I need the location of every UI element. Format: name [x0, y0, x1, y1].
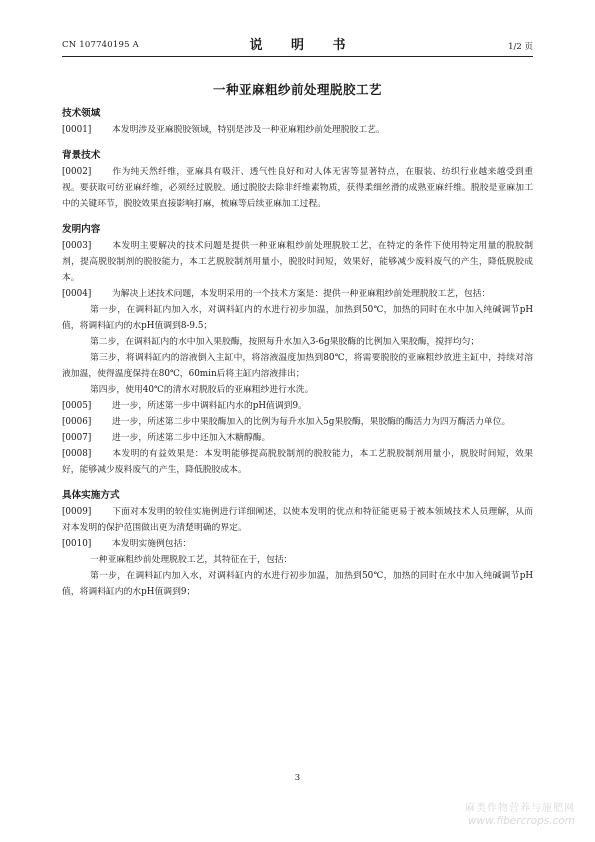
paragraph-text: 第三步，将调料缸内的溶液倒入主缸中，将溶液温度加热到80℃，将需要脱胶的亚麻粗纱放进主缸中，持续对溶液加温，使得温度保持在80℃，60min后将主缸内溶液排出；	[62, 353, 533, 379]
paragraph	[62, 302, 533, 334]
paragraph-text: 作为纯天然纤维，亚麻具有吸汗、透气性良好和对人体无害等显著特点，在服装、纺织行业越来越受到重视。要获取可纺亚麻纤维，必须经过脱胶。通过脱胶去除非纤维素物质，获得柔细丝滑的成熟亚麻纤维。脱胶是亚麻加工中的关键环节，脱胶效果直接影响打麻，梳麻等后续亚麻加工过程。	[62, 167, 533, 209]
page-info: 1/2 页	[508, 42, 533, 52]
watermark-url: www.fibercrops.com	[467, 815, 575, 827]
paragraph	[62, 286, 533, 302]
paragraph-text: 进一步，所述第二步中果胶酶加入的比例为每升水加入5g果胶酶，果胶酶的酶活力为四万酶活力单位。	[112, 417, 511, 427]
paragraph	[62, 446, 533, 478]
invention-title: 一种亚麻粗纱前处理脱胶工艺	[212, 82, 382, 97]
specification-body	[62, 106, 533, 600]
paragraph	[62, 398, 533, 414]
paragraph-text: 进一步，所述第二步中还加入木糖醇酶。	[112, 433, 271, 443]
paragraph-number: [0002]	[62, 167, 92, 177]
paragraph-text: 进一步，所述第一步中调料缸内水的pH值调到9。	[112, 401, 307, 411]
paragraph-text: 为解决上述技术问题，本发明采用的一个技术方案是：提供一种亚麻粗纱前处理脱胶工艺，包括：	[112, 289, 491, 299]
paragraph	[62, 350, 533, 382]
page-number: 3	[294, 773, 301, 783]
paragraph-text: 本发明的有益效果是：本发明能够提高脱胶制剂的脱胶能力，本工艺脱胶制剂用量小，脱胶时间短，效果好，能够减少废料废气的产生，降低脱胶成本。	[62, 449, 533, 475]
paragraph-number: [0008]	[62, 449, 92, 459]
paragraph-text: 本发明主要解决的技术问题是提供一种亚麻粗纱前处理脱胶工艺，在特定的条件下使用特定用量的脱胶制剂，提高脱胶制剂的脱胶能力，本工艺脱胶制剂用量小，脱胶时间短，效果好，能够减少废料废气的产生，降低脱胶成本。	[62, 241, 533, 283]
paragraph-number: [0004]	[62, 289, 92, 299]
paragraph-text: 一种亚麻粗纱前处理脱胶工艺，其特征在于，包括：	[90, 555, 293, 565]
paragraph	[62, 122, 533, 138]
paragraph-number: [0010]	[62, 539, 92, 549]
paragraph	[62, 568, 533, 600]
paragraph-number: [0006]	[62, 417, 92, 427]
page-header	[62, 30, 533, 57]
paragraph-number: [0001]	[62, 125, 92, 135]
site-watermark	[465, 802, 575, 828]
paragraph	[62, 504, 533, 536]
paragraph	[62, 382, 533, 398]
paragraph-text: 第一步，在调料缸内加入水，对调料缸内的水进行初步加温，加热到50℃，加热的同时在水中加入纯碱调节pH值，将调料缸内的水pH值调到9；	[62, 571, 533, 597]
paragraph	[62, 430, 533, 446]
section-heading: 具体实施方式	[62, 490, 120, 501]
paragraph-text: 第一步，在调料缸内加入水，对调料缸内的水进行初步加温，加热到50℃，加热的同时在水中加入纯碱调节pH值，将调料缸内的水pH值调到8-9.5；	[62, 305, 533, 331]
section-heading: 背景技术	[62, 150, 101, 161]
paragraph-number: [0005]	[62, 401, 92, 411]
paragraph-number: [0007]	[62, 433, 92, 443]
paragraph-text: 本发明实施例包括：	[112, 539, 192, 549]
paragraph-number: [0009]	[62, 507, 92, 517]
paragraph-text: 第四步，使用40℃的清水对脱胶后的亚麻粗纱进行水洗。	[90, 385, 314, 395]
watermark-site-name: 麻类作物营养与施肥网	[465, 803, 575, 814]
paragraph	[62, 334, 533, 350]
paragraph-text: 第二步，在调料缸内的水中加入果胶酶，按照每升水加入3-6g果胶酶的比例加入果胶酶，搅拌均匀；	[90, 337, 480, 347]
paragraph-text: 下面对本发明的较佳实施例进行详细阐述，以使本发明的优点和特征能更易于被本领域技术人员理解，从而对本发明的保护范围做出更为清楚明确的界定。	[62, 507, 533, 533]
paragraph	[62, 164, 533, 212]
paragraph-text: 本发明涉及亚麻脱胶领域，特别是涉及一种亚麻粗纱前处理脱胶工艺。	[112, 125, 385, 135]
paragraph	[62, 536, 533, 552]
publication-number: CN 107740195 A	[62, 40, 139, 50]
document-type-title: 说 明 书	[249, 38, 358, 53]
section-heading: 发明内容	[62, 224, 101, 235]
paragraph-number: [0003]	[62, 241, 92, 251]
paragraph	[62, 238, 533, 286]
paragraph	[62, 552, 533, 568]
section-heading: 技术领域	[62, 108, 101, 119]
paragraph	[62, 414, 533, 430]
